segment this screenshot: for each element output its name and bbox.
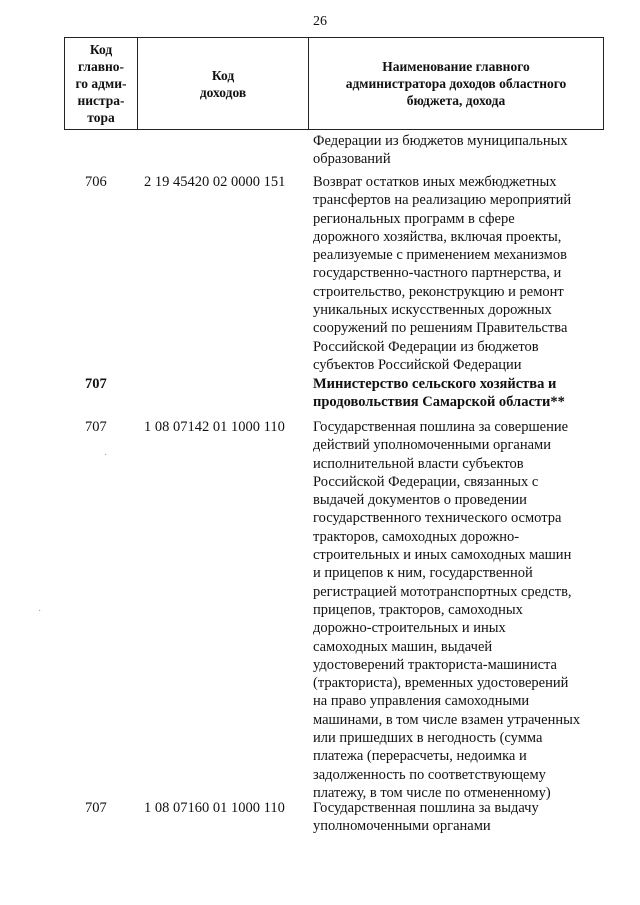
name-line: дорожно-строительных и иных — [313, 620, 506, 637]
name-line: или пришедших в негодность (сумма — [313, 730, 543, 747]
name-line: Российской Федерации из бюджетов — [313, 338, 539, 355]
name-cell — [313, 173, 601, 374]
name-line: региональных программ в сфере — [313, 210, 515, 227]
name-line: тракторов, самоходных дорожно- — [313, 528, 520, 545]
header-admin-code: Код главно- го адми- нистра- тора — [65, 38, 138, 130]
name-line: задолженность по соответствующему — [313, 766, 546, 783]
name-line: регистрацией мототранспортных средств, — [313, 583, 572, 600]
name-line: Возврат остатков иных межбюджетных — [313, 174, 557, 190]
name-line: исполнительной власти субъектов — [313, 455, 524, 472]
name-line: Государственная пошлина за выдачу — [313, 800, 539, 816]
name-cell — [313, 418, 601, 802]
name-line: Федерации из бюджетов муниципальных — [313, 133, 568, 149]
admin-code-cell: 707 — [85, 419, 107, 435]
name-cell — [313, 375, 601, 412]
name-line: Министерство сельского хозяйства и — [313, 376, 557, 392]
header-income-code: Код доходов — [138, 38, 309, 130]
income-code-cell: 1 08 07142 01 1000 110 — [144, 419, 285, 435]
name-cell — [313, 799, 601, 836]
name-line: трансфертов на реализацию мероприятий — [313, 192, 572, 209]
name-cell — [313, 132, 601, 169]
header-name: Наименование главного администратора доходов областного бюджета, дохода — [309, 38, 604, 130]
name-line: строительных и иных самоходных машин — [313, 547, 572, 564]
name-line: продовольствия Самарской области** — [313, 394, 565, 411]
name-line: платежа (перерасчеты, недоимка и — [313, 748, 527, 765]
name-line: государственно-частного партнерства, и — [313, 265, 562, 282]
admin-code-cell: 707 — [85, 800, 107, 816]
name-line: действий уполномоченными органами — [313, 437, 551, 454]
name-line: и прицепов к ним, государственной — [313, 565, 533, 582]
name-line: выдачей документов о проведении — [313, 492, 527, 509]
name-line: удостоверений тракториста-машиниста — [313, 656, 557, 673]
scan-speck: · — [38, 606, 42, 617]
name-line: прицепов, тракторов, самоходных — [313, 601, 523, 618]
name-line: уполномоченными органами — [313, 818, 491, 835]
name-line: (тракториста), временных удостоверений — [313, 675, 569, 692]
name-line: строительство, реконструкцию и ремонт — [313, 283, 564, 300]
name-line: платежу, в том числе по отмененному) — [313, 784, 551, 801]
name-line: машинами, в том числе взамен утраченных — [313, 711, 581, 728]
income-code-cell: 2 19 45420 02 0000 151 — [144, 174, 286, 190]
name-line: Российской Федерации, связанных с — [313, 473, 539, 490]
admin-code-cell: 706 — [85, 174, 107, 190]
name-line: сооружений по решениям Правительства — [313, 320, 568, 337]
name-line: государственного технического осмотра — [313, 510, 562, 527]
income-code-cell: 1 08 07160 01 1000 110 — [144, 800, 285, 816]
table-header — [64, 37, 604, 130]
name-line: на право управления самоходными — [313, 693, 530, 710]
admin-code-cell: 707 — [85, 376, 107, 392]
page-number: 26 — [313, 14, 327, 29]
name-line: уникальных искусственных дорожных — [313, 302, 552, 319]
name-line: Государственная пошлина за совершение — [313, 419, 569, 435]
name-line: самоходных машин, выдачей — [313, 638, 493, 655]
name-line: реализуемые с применением механизмов — [313, 247, 567, 264]
name-line: субъектов Российской Федерации — [313, 356, 522, 373]
name-line: образований — [313, 151, 391, 168]
scan-speck: · — [104, 450, 108, 461]
name-line: дорожного хозяйства, включая проекты, — [313, 228, 562, 245]
